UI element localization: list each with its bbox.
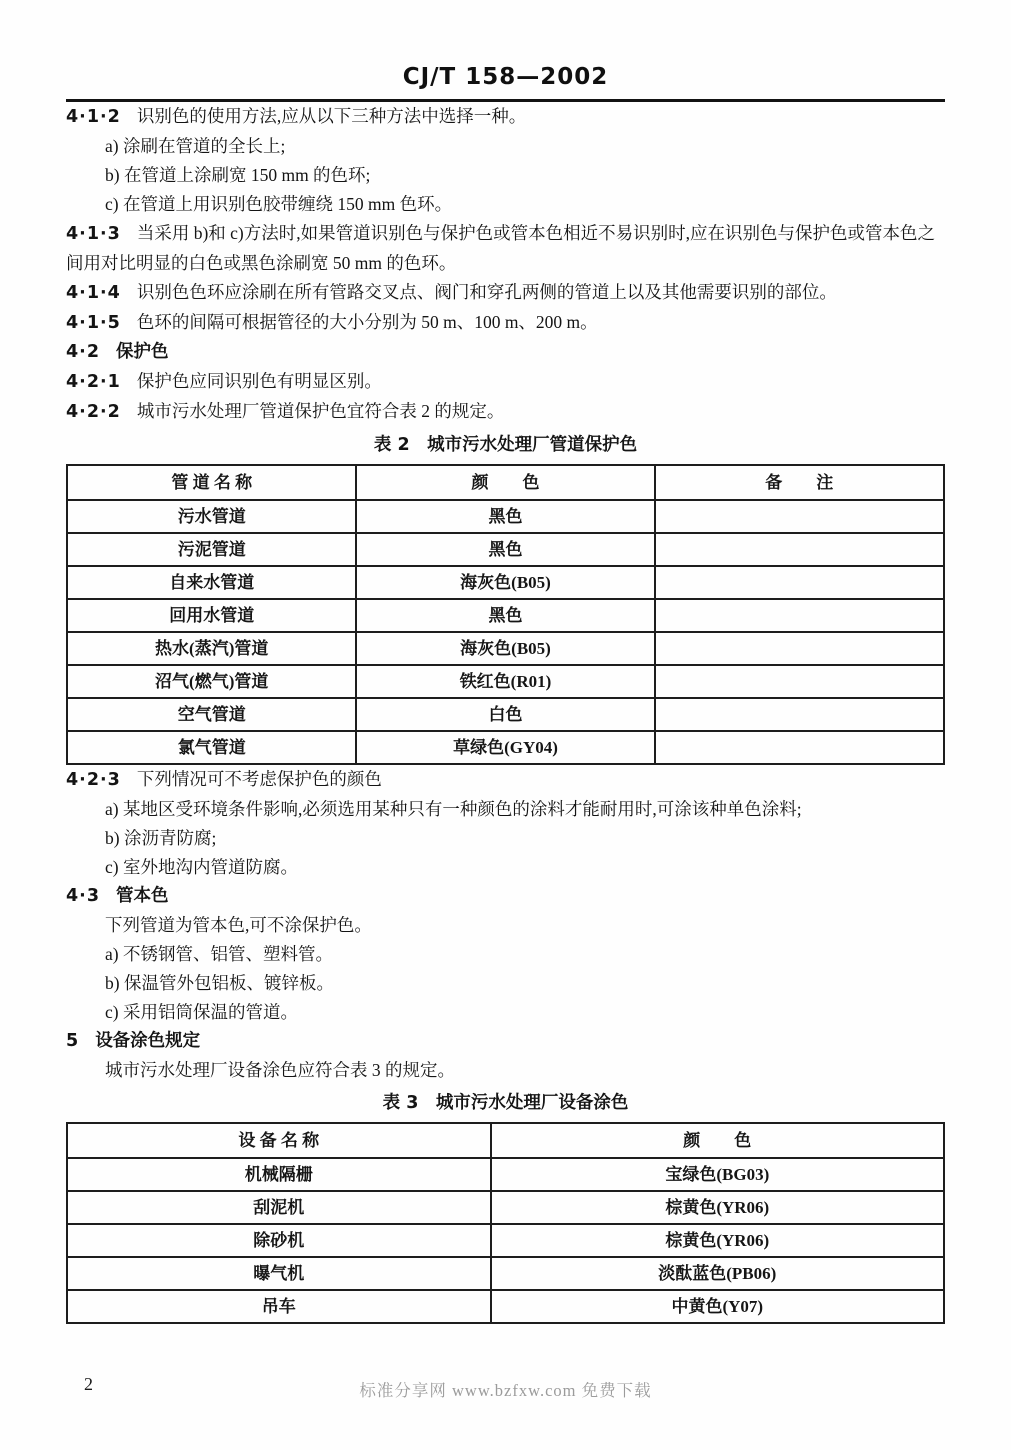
clause-4-1-2-item-a: a) 涂刷在管道的全长上; xyxy=(105,136,286,156)
clause-number: 4·2·2 xyxy=(66,402,121,422)
table-row xyxy=(67,632,944,665)
clause-4-3-item-c: c) 采用铝筒保温的管道。 xyxy=(105,1002,298,1022)
clause-number: 4·1·2 xyxy=(66,107,121,127)
clause-number: 4·2·1 xyxy=(66,372,121,392)
heading-5 xyxy=(66,1027,945,1056)
table2-header-note: 备 注 xyxy=(655,465,944,500)
clause-5-intro: 城市污水处理厂设备涂色应符合表 3 的规定。 xyxy=(105,1060,455,1080)
color-cell: 海灰色(B05) xyxy=(356,566,654,599)
clause-number: 4·1·5 xyxy=(66,313,121,333)
equipment-name-cell: 吊车 xyxy=(67,1290,491,1323)
clause-number: 4·2·3 xyxy=(66,770,121,790)
heading-text: 设备涂色规定 xyxy=(95,1031,201,1051)
clause-number: 4·1·4 xyxy=(66,283,121,303)
table3-caption: 表 3 城市污水处理厂设备涂色 xyxy=(382,1093,629,1113)
note-cell xyxy=(655,665,944,698)
table-row xyxy=(67,731,944,764)
pipe-name-cell: 沼气(燃气)管道 xyxy=(67,665,356,698)
table-row xyxy=(67,1158,944,1191)
clause-4-1-3 xyxy=(66,219,945,278)
table-row xyxy=(67,1290,944,1323)
heading-4-2 xyxy=(66,338,945,367)
color-cell: 黑色 xyxy=(356,599,654,632)
color-cell: 草绿色(GY04) xyxy=(356,731,654,764)
color-cell: 黑色 xyxy=(356,500,654,533)
equipment-name-cell: 刮泥机 xyxy=(67,1191,491,1224)
clause-4-3-item-b: b) 保温管外包铝板、镀锌板。 xyxy=(105,973,334,993)
clause-text: 识别色色环应涂刷在所有管路交叉点、阀门和穿孔两侧的管道上以及其他需要识别的部位。 xyxy=(136,282,837,302)
color-cell: 海灰色(B05) xyxy=(356,632,654,665)
equipment-name-cell: 机械隔栅 xyxy=(67,1158,491,1191)
pipe-name-cell: 空气管道 xyxy=(67,698,356,731)
clause-text: 城市污水处理厂管道保护色宜符合表 2 的规定。 xyxy=(136,401,505,421)
table-row xyxy=(67,665,944,698)
table-row xyxy=(67,500,944,533)
table-row xyxy=(67,599,944,632)
equipment-name-cell: 除砂机 xyxy=(67,1224,491,1257)
clause-text: 保护色应同识别色有明显区别。 xyxy=(136,371,382,391)
clause-text: 当采用 b)和 c)方法时,如果管道识别色与保护色或管本色相近不易识别时,应在识别色与保护色或管本色之间用对比明显的白色或黑色涂刷宽 50 mm 的色环。 xyxy=(66,223,935,273)
color-cell: 黑色 xyxy=(356,533,654,566)
table-row xyxy=(67,533,944,566)
clause-4-2-1 xyxy=(66,367,945,397)
table2-header-color: 颜 色 xyxy=(356,465,654,500)
doc-code: CJ/T 158—2002 xyxy=(402,64,609,90)
color-cell: 棕黄色(YR06) xyxy=(491,1191,944,1224)
equipment-name-cell: 曝气机 xyxy=(67,1257,491,1290)
heading-4-3 xyxy=(66,882,945,911)
table3-equipment-colors xyxy=(66,1122,945,1324)
clause-4-2-3-item-b: b) 涂沥青防腐; xyxy=(105,828,217,848)
table3-header-color: 颜 色 xyxy=(491,1123,944,1158)
clause-4-1-5 xyxy=(66,308,945,338)
table-row xyxy=(67,1257,944,1290)
clause-4-2-3 xyxy=(66,765,945,795)
table2-pipe-protective-colors xyxy=(66,464,945,765)
pipe-name-cell: 热水(蒸汽)管道 xyxy=(67,632,356,665)
pipe-name-cell: 回用水管道 xyxy=(67,599,356,632)
note-cell xyxy=(655,698,944,731)
pipe-name-cell: 污水管道 xyxy=(67,500,356,533)
table2-caption: 表 2 城市污水处理厂管道保护色 xyxy=(373,435,638,455)
note-cell xyxy=(655,500,944,533)
heading-text: 管本色 xyxy=(116,886,169,906)
table3-header-equipment-name: 设 备 名 称 xyxy=(67,1123,491,1158)
clause-4-1-2 xyxy=(66,102,945,132)
pipe-name-cell: 自来水管道 xyxy=(67,566,356,599)
color-cell: 淡酞蓝色(PB06) xyxy=(491,1257,944,1290)
clause-text: 识别色的使用方法,应从以下三种方法中选择一种。 xyxy=(136,106,527,126)
page-number: 2 xyxy=(84,1374,93,1394)
note-cell xyxy=(655,731,944,764)
page-content xyxy=(66,102,945,1324)
clause-4-2-3-item-a: a) 某地区受环境条件影响,必须选用某种只有一种颜色的涂料才能耐用时,可涂该种单色涂料; xyxy=(105,799,802,819)
clause-number: 4·3 xyxy=(66,886,101,906)
note-cell xyxy=(655,632,944,665)
clause-4-2-2 xyxy=(66,397,945,427)
table3-header-row xyxy=(67,1123,944,1158)
table-row xyxy=(67,1224,944,1257)
watermark-text: 标准分享网 www.bzfxw.com 免费下载 xyxy=(359,1381,652,1400)
clause-number: 4·1·3 xyxy=(66,224,121,244)
clause-4-3-item-a: a) 不锈钢管、铝管、塑料管。 xyxy=(105,944,333,964)
table2-header-pipe-name: 管 道 名 称 xyxy=(67,465,356,500)
note-cell xyxy=(655,599,944,632)
table-row xyxy=(67,698,944,731)
pipe-name-cell: 污泥管道 xyxy=(67,533,356,566)
clause-text: 色环的间隔可根据管径的大小分别为 50 m、100 m、200 m。 xyxy=(136,312,598,332)
table-row xyxy=(67,566,944,599)
table2-header-row xyxy=(67,465,944,500)
clause-4-1-2-item-c: c) 在管道上用识别色胶带缠绕 150 mm 色环。 xyxy=(105,194,453,214)
color-cell: 白色 xyxy=(356,698,654,731)
clause-4-1-2-item-b: b) 在管道上涂刷宽 150 mm 的色环; xyxy=(105,165,371,185)
heading-text: 保护色 xyxy=(116,342,169,362)
clause-number: 5 xyxy=(66,1031,80,1051)
clause-4-3-intro: 下列管道为管本色,可不涂保护色。 xyxy=(105,915,372,935)
note-cell xyxy=(655,566,944,599)
clause-number: 4·2 xyxy=(66,342,101,362)
color-cell: 中黄色(Y07) xyxy=(491,1290,944,1323)
table-row xyxy=(67,1191,944,1224)
color-cell: 宝绿色(BG03) xyxy=(491,1158,944,1191)
color-cell: 棕黄色(YR06) xyxy=(491,1224,944,1257)
clause-4-2-3-item-c: c) 室外地沟内管道防腐。 xyxy=(105,857,298,877)
clause-4-1-4 xyxy=(66,278,945,308)
color-cell: 铁红色(R01) xyxy=(356,665,654,698)
note-cell xyxy=(655,533,944,566)
pipe-name-cell: 氯气管道 xyxy=(67,731,356,764)
clause-text: 下列情况可不考虑保护色的颜色 xyxy=(136,769,382,789)
